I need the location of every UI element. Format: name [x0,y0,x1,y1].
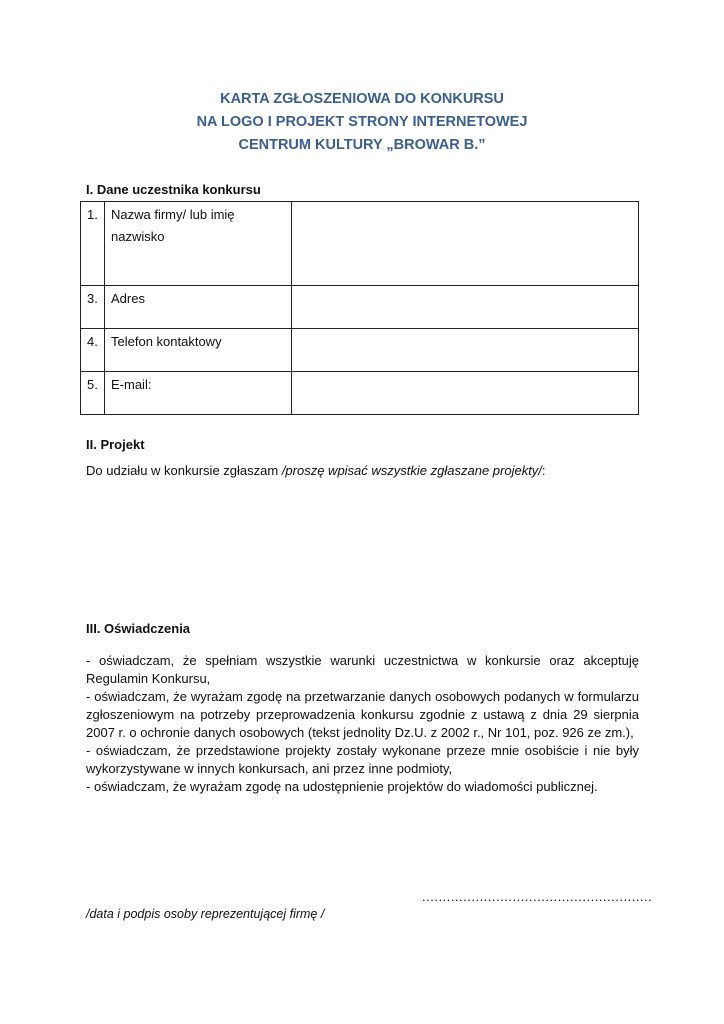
table-row [81,329,639,372]
declaration-item: - oświadczam, że spełniam wszystkie warunki uczestnictwa w konkursie oraz akceptuję Regulamin Konkursu, [86,653,639,686]
table-row [81,202,639,286]
signature-caption: /data i podpis osoby reprezentującej firmę / [86,907,325,921]
row-label: E-mail: [105,372,292,415]
row-number: 1. [81,202,105,286]
declarations [86,652,639,796]
section-3-heading: III. Oświadczenia [86,621,191,636]
row-label-line: nazwisko [111,229,165,244]
declaration-item: - oświadczam, że wyrażam zgodę na przetwarzanie danych osobowych podanych w formularzu zgłoszeniowym na potrzeby przeprowadzenia konkursu zgodnie z ustawą z dnia 29 sierpnia 2007 r. o ochronie danych osobowych (tekst jednolity Dz.U. z 2002 r., Nr 101, poz. 926 ze zm.), [86,689,639,740]
project-instruction-italic: /proszę wpisać wszystkie zgłaszane projekty/ [281,463,542,478]
row-number: 3. [81,286,105,329]
project-instruction-text: Do udziału w konkursie zgłaszam [86,463,282,478]
table-row [81,286,639,329]
signature-line: ........................................................ [422,889,653,904]
title-line-2: NA LOGO I PROJEKT STRONY INTERNETOWEJ [196,114,528,130]
participant-data-table [80,201,639,415]
title-line-3: CENTRUM KULTURY „BROWAR B.” [238,137,486,153]
project-instruction [86,463,546,478]
row-label: Adres [105,286,292,329]
title-line-1: KARTA ZGŁOSZENIOWA DO KONKURSU [220,91,504,107]
row-number: 4. [81,329,105,372]
row-label-line: Nazwa firmy/ lub imię [111,207,235,222]
row-label [105,202,292,286]
email-field[interactable] [292,372,639,415]
row-label: Telefon kontaktowy [105,329,292,372]
declaration-item: - oświadczam, że wyrażam zgodę na udostępnienie projektów do wiadomości publicznej. [86,779,598,794]
declaration-item: - oświadczam, że przedstawione projekty zostały wykonane przeze mnie osobiście i nie były wykorzystywane w innych konkursach, ani przez inne podmioty, [86,743,639,776]
address-field[interactable] [292,286,639,329]
section-2-heading: II. Projekt [86,437,145,452]
row-number: 5. [81,372,105,415]
section-1-heading: I. Dane uczestnika konkursu [86,182,261,197]
form-title [0,88,724,157]
table-row [81,372,639,415]
project-instruction-colon: : [541,463,546,478]
phone-field[interactable] [292,329,639,372]
company-name-field[interactable] [292,202,639,286]
